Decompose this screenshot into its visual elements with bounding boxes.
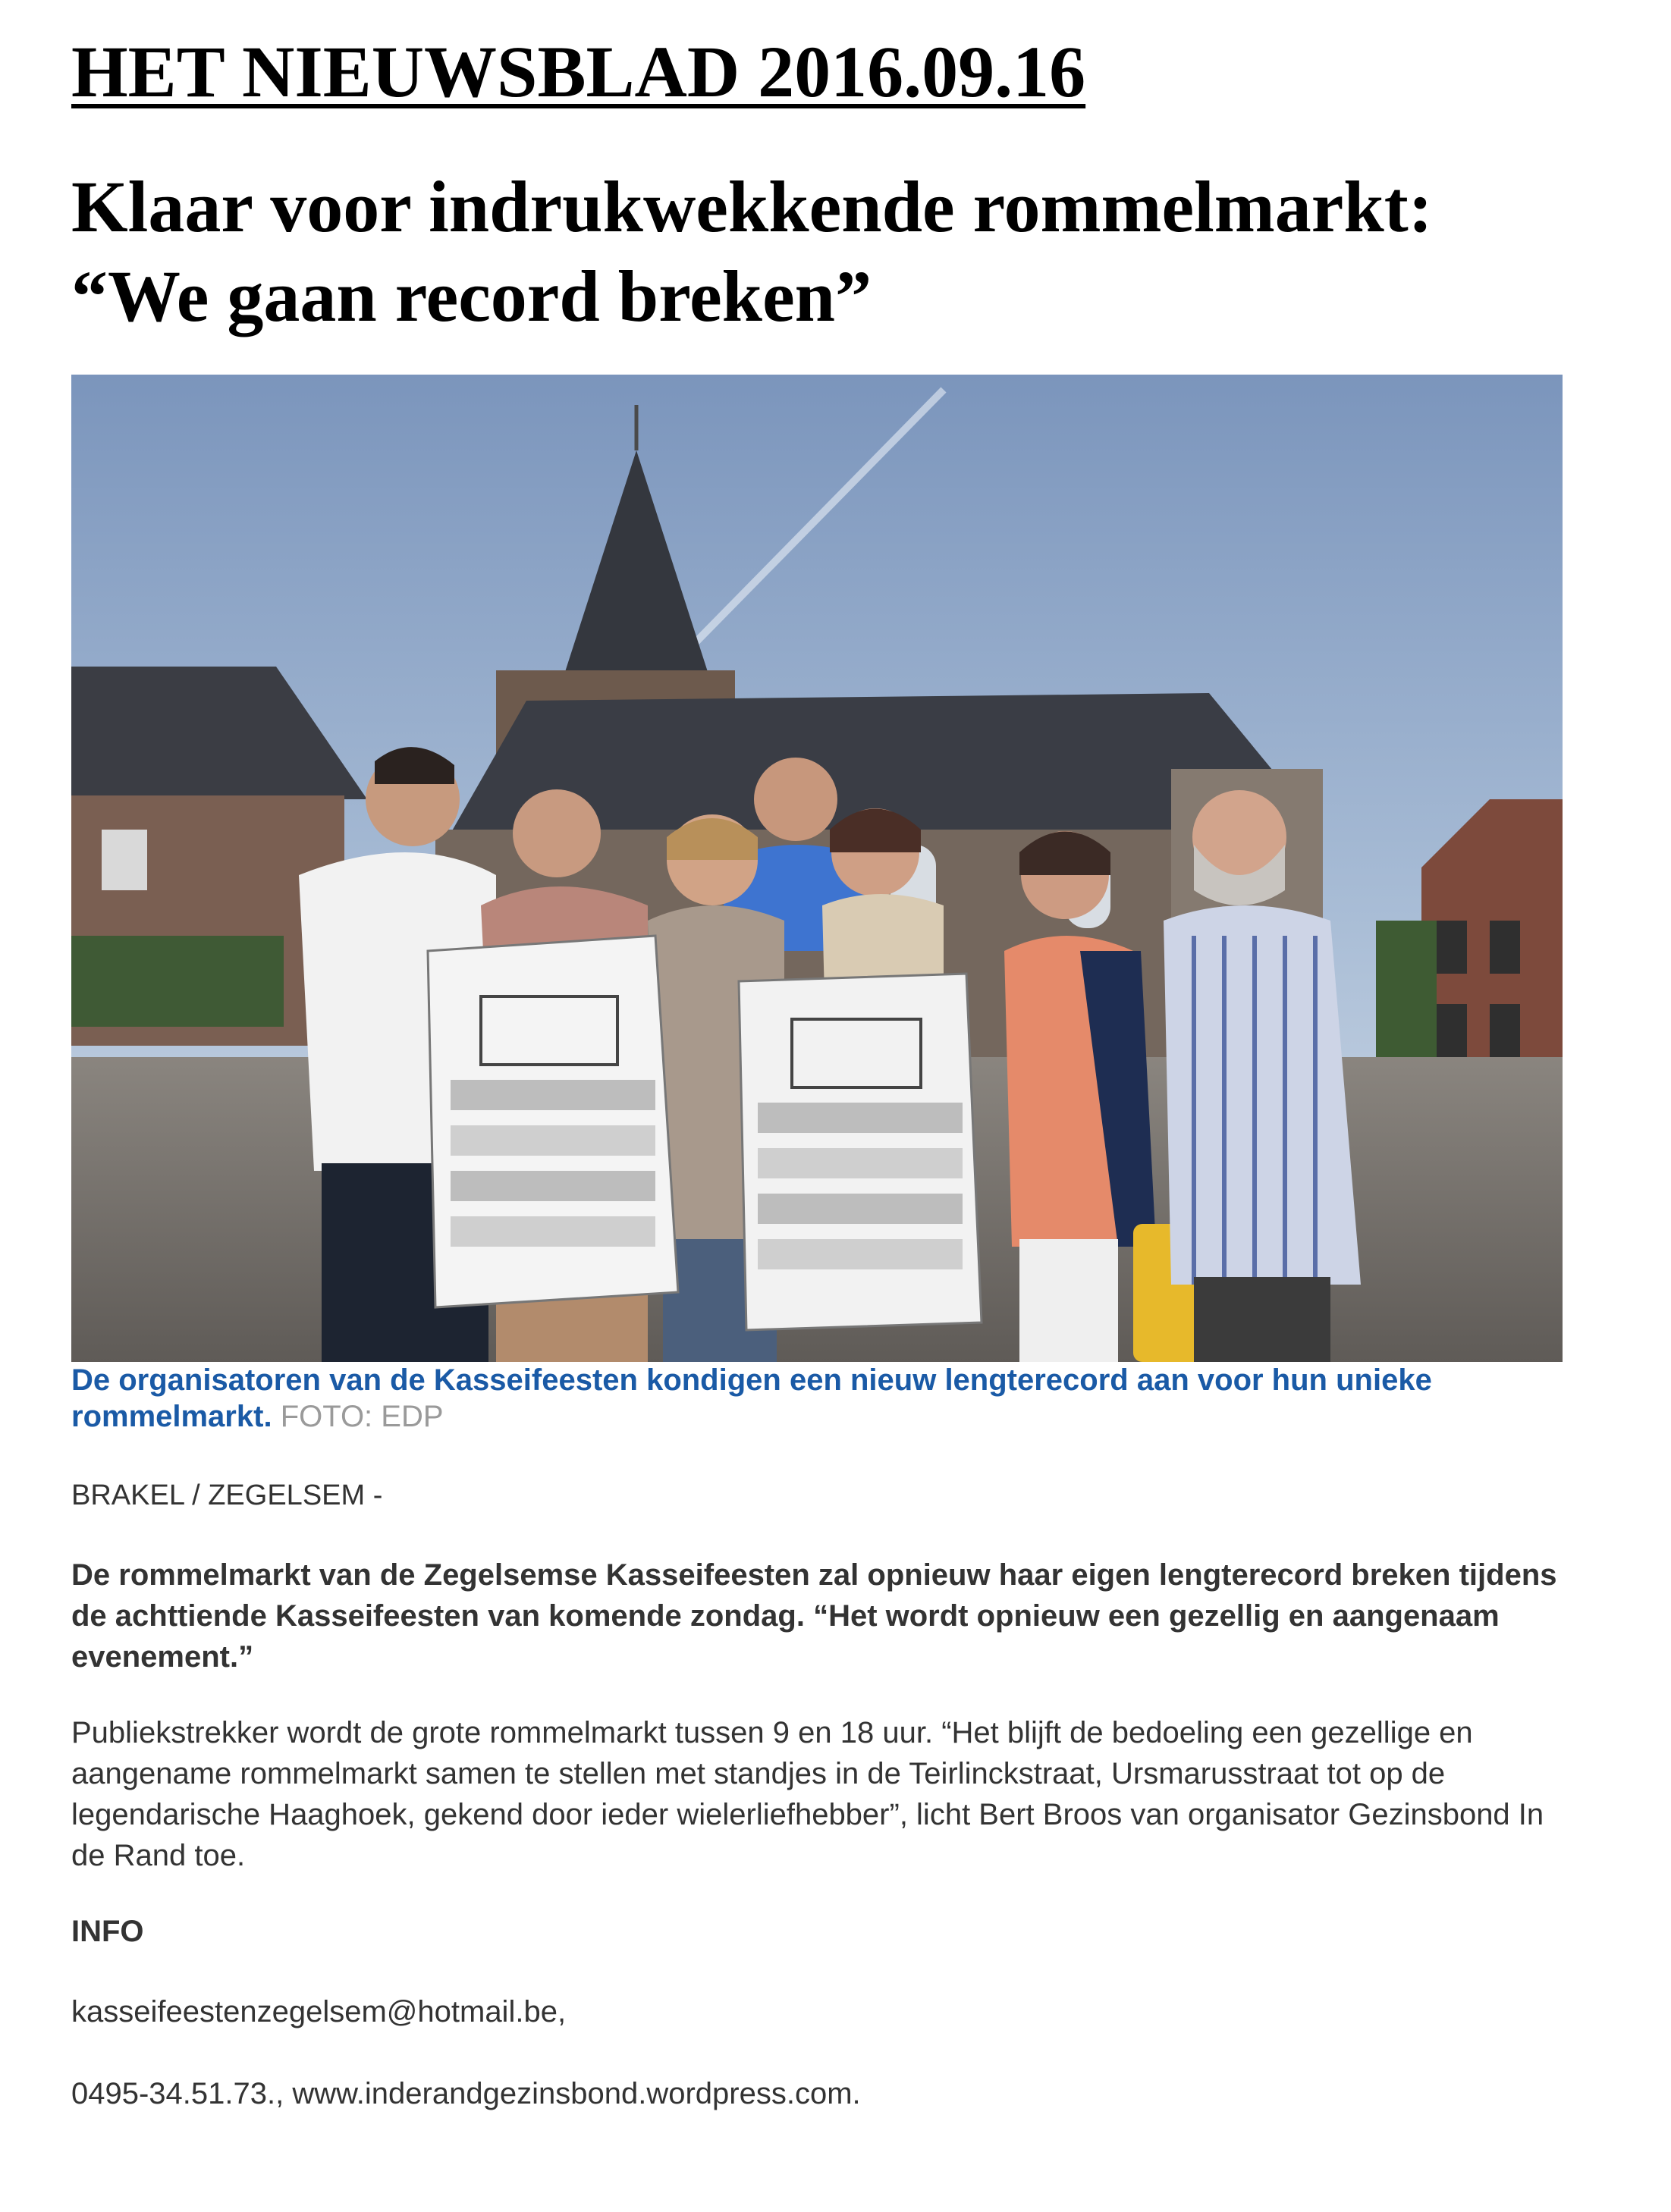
article-lead: De rommelmarkt van de Zegelsemse Kasseifeesten zal opnieuw haar eigen lengterecord breken tijdens de achttiende Kasseifeesten van komende zondag. “Het wordt opnieuw een gezellig en aangenaam evenement.” xyxy=(71,1558,1557,1674)
article-dateline: BRAKEL / ZEGELSEM - xyxy=(71,1479,383,1511)
headline-line-1: Klaar voor indrukwekkende rommelmarkt: xyxy=(71,166,1433,247)
article-headline xyxy=(71,162,1588,341)
caption-text: De organisatoren van de Kasseifeesten kondigen een nieuw lengterecord aan voor hun unieke rommelmarkt. xyxy=(71,1363,1432,1433)
info-email: kasseifeestenzegelsem@hotmail.be, xyxy=(71,1995,567,2028)
headline-line-2: “We gaan record breken” xyxy=(71,256,872,337)
newspaper-masthead: HET NIEUWSBLAD 2016.09.16 xyxy=(71,31,1086,112)
poster-right xyxy=(739,974,982,1330)
photo-illustration xyxy=(71,375,1563,1362)
poster-left xyxy=(428,936,678,1307)
article-body: Publiekstrekker wordt de grote rommelmarkt tussen 9 en 18 uur. “Het blijft de bedoeling een gezellige en aangename rommelmarkt samen te stellen met standjes in de Teirlinckstraat, Ursmarusstraat tot op de legendarische Haaghoek, gekend door ieder wielerliefhebber”, licht Bert Broos van organisator Gezinsbond In de Rand toe. xyxy=(71,1716,1544,1872)
article-photo xyxy=(71,375,1563,1362)
photo-credit: FOTO: EDP xyxy=(280,1400,444,1433)
photo-caption xyxy=(71,1362,1573,1435)
info-contact: 0495-34.51.73., www.inderandgezinsbond.wordpress.com. xyxy=(71,2077,861,2110)
info-heading: INFO xyxy=(71,1915,144,1948)
